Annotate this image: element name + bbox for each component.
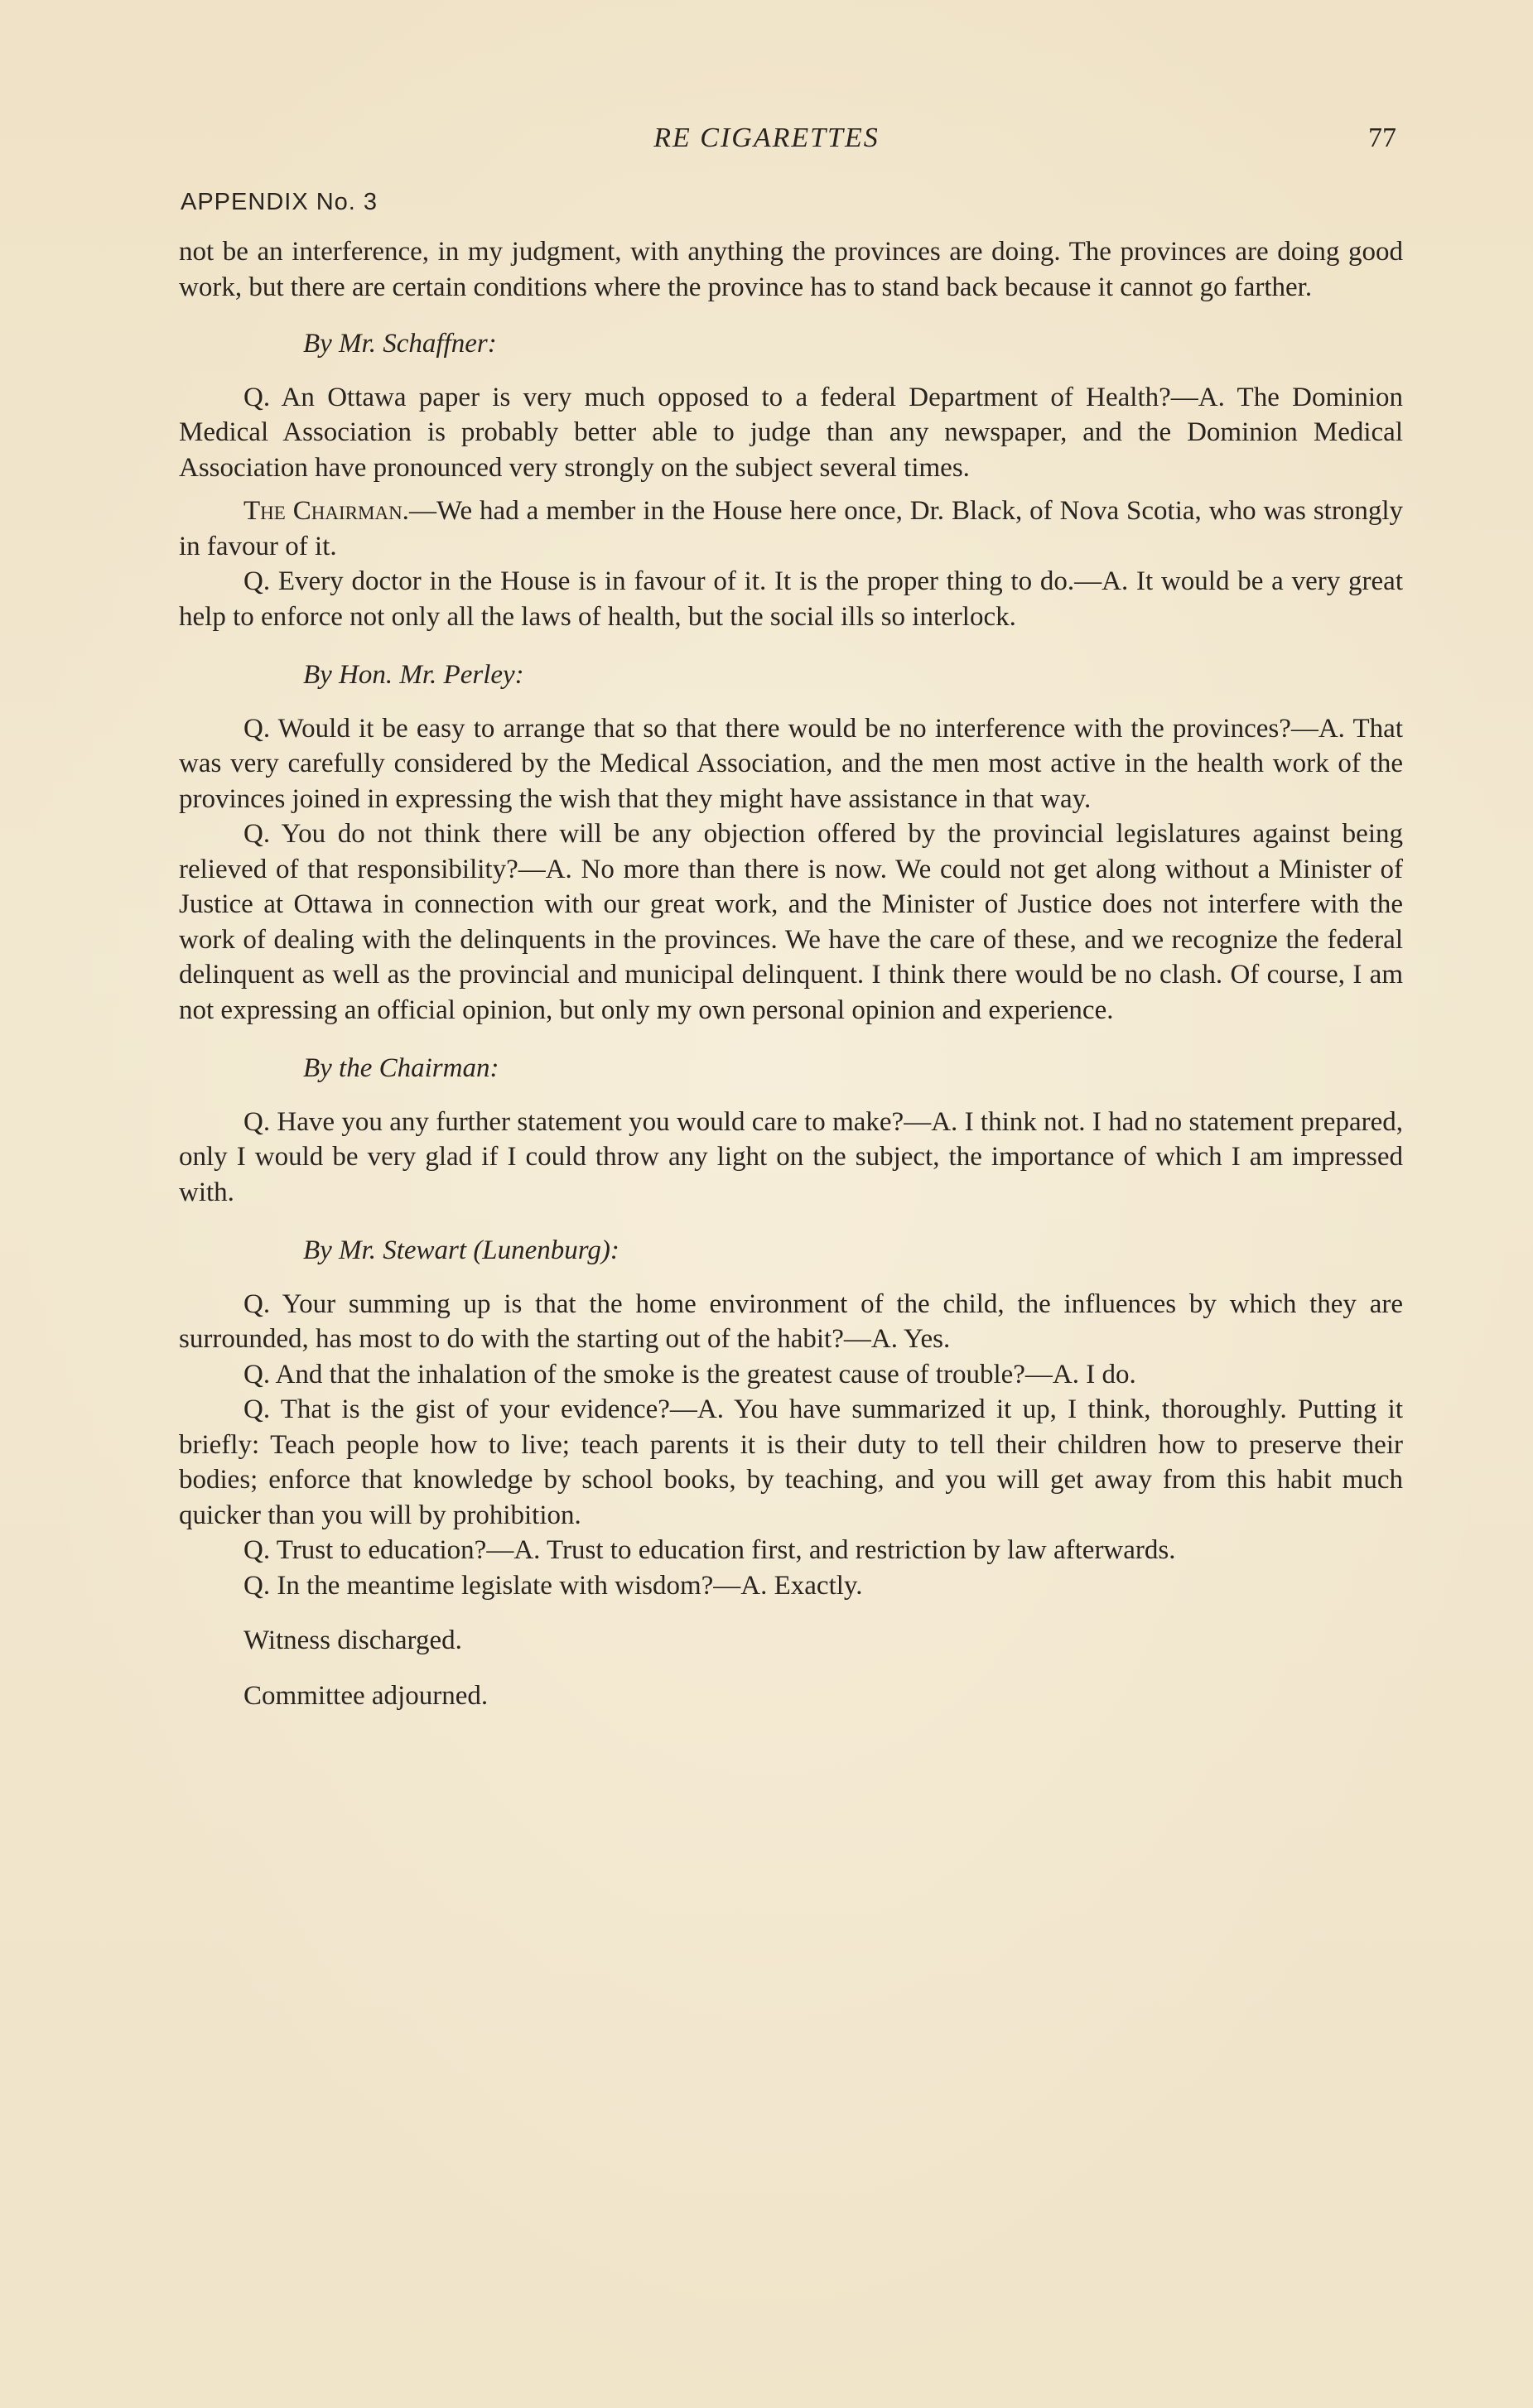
examiner-heading: By Mr. Stewart (Lunenburg): [303,1235,619,1265]
paragraph [179,494,1403,564]
paragraph: Q. That is the gist of your evidence?—A. You have summarized it up, I think, thoroughly. Putting it briefly: Teach people how to live; teach parents it is their duty to tell their children how to preserve their bodies; enforce that knowledge by school books, by teaching, and you will get away from this habit much quicker than you will by prohibition. [179,1394,1403,1530]
document-body [179,234,1403,1713]
paragraph: not be an interference, in my judgment, with anything the provinces are doing. The provinces are doing good work, but there are certain conditions where the province has to stand back because it cannot go farther. [179,237,1403,302]
examiner-heading: By the Chairman: [303,1053,499,1083]
paragraph: Q. Would it be easy to arrange that so that there would be no interference with the provinces?—A. That was very carefully considered by the Medical Association, and the men most active in the health work of the provinces joined in expressing the wish that they might have assistance in that way. [179,713,1403,814]
paragraph: Q. Have you any further statement you would care to make?—A. I think not. I had no statement prepared, only I would be very glad if I could throw any light on the subject, the importance of which I am impressed with. [179,1106,1403,1207]
paragraph: Q. An Ottawa paper is very much opposed to a federal Department of Health?—A. The Dominion Medical Association is probably better able to judge than any newspaper, and the Dominion Medical Association have pronounced very strongly on the subject several times. [179,382,1403,483]
speaker-name: The Chairman. [243,496,409,526]
paragraph: Q. And that the inhalation of the smoke is the greatest cause of trouble?—A. I do. [243,1359,1136,1389]
examiner-heading: By Hon. Mr. Perley: [303,660,524,690]
running-title: RE CIGARETTES [653,123,880,153]
appendix-label: APPENDIX No. 3 [181,189,378,215]
speaker-text: —We had a member in the House here once, Dr. Black, of Nova Scotia, who was strongly in favour of it. [179,496,1403,561]
paragraph: Q. Trust to education?—A. Trust to education first, and restriction by law afterwards. [243,1535,1176,1565]
examiner-heading: By Mr. Schaffner: [303,329,497,359]
paragraph: Q. You do not think there will be any objection offered by the provincial legislatures against being relieved of that responsibility?—A. No more than there is now. We could not get along without a Minister of Justice at Ottawa in connection with our great work, and the Minister of Justice does not interfere with the work of dealing with the delinquents in the provinces. We have the care of these, and we recognize the federal delinquent as well as the provincial and municipal delinquent. I think there would be no clash. Of course, I am not expressing an official opinion, but only my own personal opinion and experience. [179,819,1403,1025]
committee-adjourned: Committee adjourned. [243,1680,489,1711]
paragraph: Q. Your summing up is that the home environment of the child, the influences by which they are surrounded, has most to do with the starting out of the habit?—A. Yes. [179,1288,1403,1354]
paragraph: Q. In the meantime legislate with wisdom?—A. Exactly. [243,1570,863,1601]
paragraph: Q. Every doctor in the House is in favour of it. It is the proper thing to do.—A. It would be a very great help to enforce not only all the laws of health, but the social ills so interlock. [179,566,1403,632]
page-number: 77 [1368,123,1396,153]
witness-discharged: Witness discharged. [243,1625,462,1655]
